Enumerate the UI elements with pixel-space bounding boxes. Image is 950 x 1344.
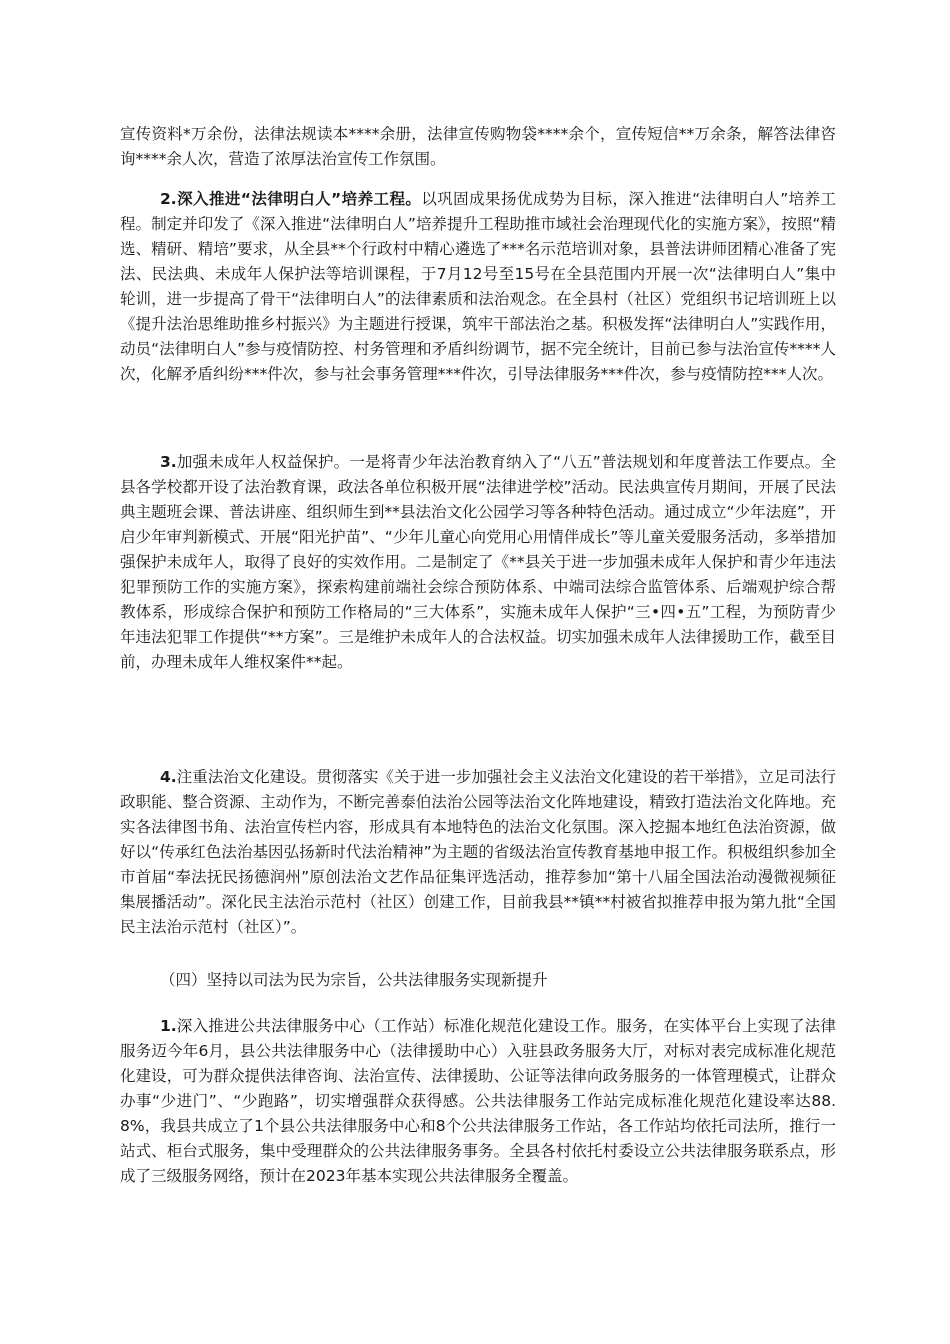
paragraph-minor-protection xyxy=(120,450,836,675)
section-heading: （四）坚持以司法为民为宗旨，公共法律服务实现新提升 xyxy=(160,971,548,989)
paragraph-publicity-summary xyxy=(120,122,836,172)
paragraph-text: 以巩固成果扬优成势为目标，深入推进“法律明白人”培养工程。制定并印发了《深入推进“法律明白人”培养提升工程助推市域社会治理现代化的实施方案》，按照“精选、精研、精培”要求，从全县**个行政村中精心遴选了***名示范培训对象，县普法讲师团精心准备了宪法、民法典、未成年人保护法等培训课程，于7月12号至15号在全县范围内开展一次“法律明白人”集中轮训，进一步提高了骨干“法律明白人”的法律素质和法治观念。在全县村（社区）党组织书记培训班上以《提升法治思维助推乡村振兴》为主题进行授课，筑牢干部法治之基。积极发挥“法律明白人”实践作用，动员“法律明白人”参与疫情防控、村务管理和矛盾纠纷调节，据不完全统计，目前已参与法治宣传****人次，化解矛盾纠纷***件次，参与社会事务管理***件次，引导法律服务***件次，参与疫情防控***人次。 xyxy=(120,190,837,383)
paragraph-text: 加强未成年人权益保护。一是将青少年法治教育纳入了“八五”普法规划和年度普法工作要点。全县各学校都开设了法治教育课，政法各单位积极开展“法律进学校”活动。民法典宣传月期间，开展了民法典主题班会课、普法讲座、组织师生到**县法治文化公园学习等各种特色活动。通过成立“少年法庭”，开启少年审判新模式、开展“阳光护苗”、“少年儿童心向党用心用情伴成长”等儿童关爱服务活动，多举措加强保护未成年人，取得了良好的实效作用。二是制定了《**县关于进一步加强未成年人保护和青少年违法犯罪预防工作的实施方案》，探索构建前端社会综合预防体系、中端司法综合监管体系、后端观护综合帮教体系，形成综合保护和预防工作格局的“三大体系”，实施未成年人保护“三•四•五”工程，为预防青少年违法犯罪工作提供“**方案”。三是维护未成年人的合法权益。切实加强未成年人法律援助工作，截至目前，办理未成年人维权案件**起。 xyxy=(120,453,836,671)
paragraph-public-legal-service xyxy=(120,1014,836,1189)
paragraph-legal-culture xyxy=(120,765,836,940)
paragraph-legal-understanding xyxy=(120,187,836,387)
item-number: 1. xyxy=(160,1017,177,1035)
item-number: 3. xyxy=(160,453,177,471)
item-number: 4. xyxy=(160,768,177,786)
item-heading: 2.深入推进“法律明白人”培养工程。 xyxy=(160,190,422,208)
paragraph-text: 深入推进公共法律服务中心（工作站）标准化规范化建设工作。服务，在实体平台上实现了法律服务迈今年6月，县公共法律服务中心（法律援助中心）入驻县政务服务大厅，对标对表完成标准化规范化建设，可为群众提供法律咨询、法治宣传、法律援助、公证等法律向政务服务的一体管理模式，让群众办事“少进门”、“少跑路”，切实增强群众获得感。公共法律服务工作站完成标准化规范化建设率达88.8%，我县共成立了1个县公共法律服务中心和8个公共法律服务工作站，各工作站均依托司法所，推行一站式、柜台式服务，集中受理群众的公共法律服务事务。全县各村依托村委设立公共法律服务联系点，形成了三级服务网络，预计在2023年基本实现公共法律服务全覆盖。 xyxy=(120,1017,836,1185)
paragraph-text: 注重法治文化建设。贯彻落实《关于进一步加强社会主义法治文化建设的若干举措》，立足司法行政职能、整合资源、主动作为，不断完善泰伯法治公园等法治文化阵地建设，精致打造法治文化阵地。充实各法律图书角、法治宣传栏内容，形成具有本地特色的法治文化氛围。深入挖掘本地红色法治资源，做好以“传承红色法治基因弘扬新时代法治精神”为主题的省级法治宣传教育基地申报工作。积极组织参加全市首届“奉法抚民扬德润州”原创法治文艺作品征集评选活动，推荐参加“第十八届全国法治动漫微视频征集展播活动”。深化民主法治示范村（社区）创建工作，目前我县**镇**村被省拟推荐申报为第九批“全国民主法治示范村（社区）”。 xyxy=(120,768,836,936)
paragraph-text: 宣传资料*万余份，法律法规读本****余册，法律宣传购物袋****余个，宣传短信**万余条，解答法律咨询****余人次，营造了浓厚法治宣传工作氛围。 xyxy=(120,125,836,168)
